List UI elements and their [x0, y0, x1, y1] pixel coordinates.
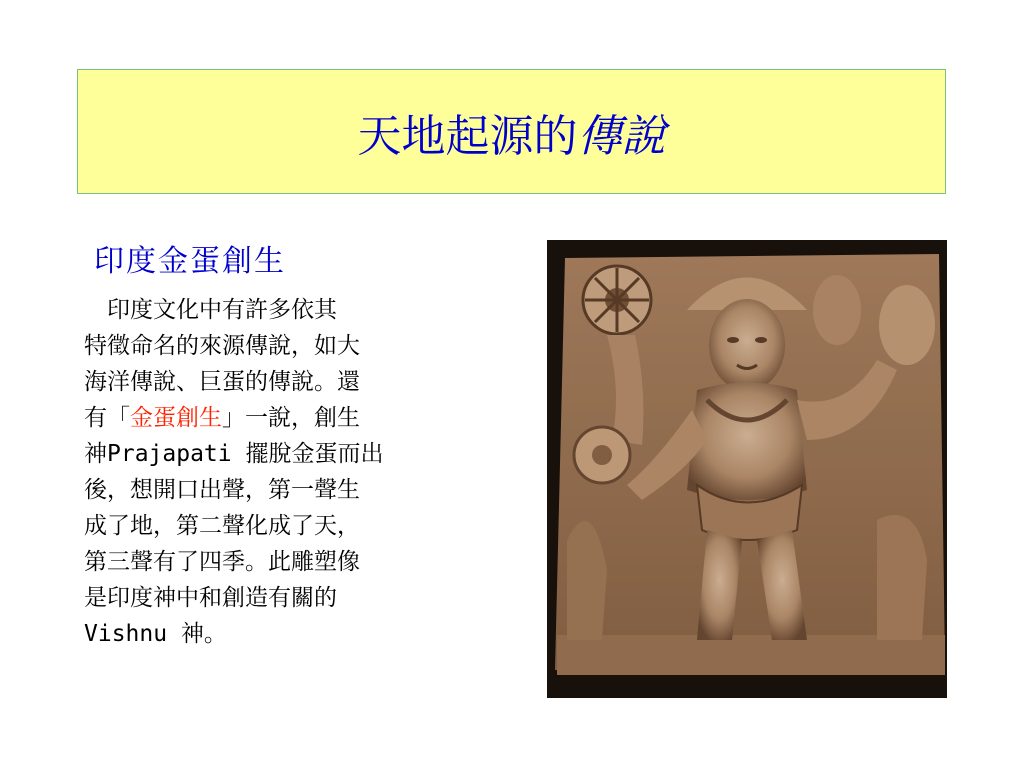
body-text: [84, 292, 504, 652]
body-line: 第三聲有了四季。此雕塑像: [84, 549, 360, 575]
title-italic: 傳說: [577, 110, 666, 162]
title-box: [77, 69, 946, 194]
body-line-4-post: 」一說，創生: [222, 405, 360, 431]
vishnu-sculpture-photo: [547, 240, 947, 698]
body-line: [84, 400, 504, 436]
body-line: 印度文化中有許多依其: [84, 297, 337, 323]
body-line: 後，想開口出聲，第一聲生: [84, 477, 360, 503]
highlighted-term: 金蛋創生: [130, 405, 222, 431]
body-line-4-pre: 有「: [84, 405, 130, 431]
body-line: 神Prajapati 擺脫金蛋而出: [84, 441, 384, 467]
body-line: 成了地，第二聲化成了天，: [84, 513, 360, 539]
subheading: 印度金蛋創生: [94, 244, 286, 279]
slide-title: [358, 100, 666, 164]
body-line: Vishnu 神。: [84, 621, 227, 647]
body-line: 特徵命名的來源傳說，如大: [84, 333, 360, 359]
body-line: 海洋傳說、巨蛋的傳說。還: [84, 369, 360, 395]
body-line: 是印度神中和創造有關的: [84, 585, 337, 611]
title-main: 天地起源的: [357, 110, 578, 162]
